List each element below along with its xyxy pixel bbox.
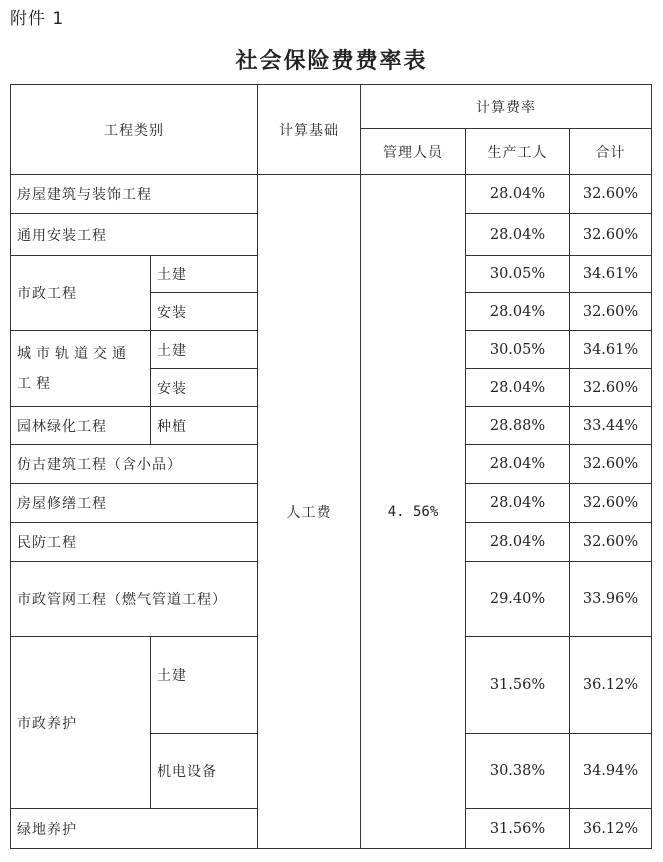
workers-rate: 28.04% (466, 369, 570, 407)
total-rate: 32.60% (570, 369, 652, 407)
total-rate: 32.60% (570, 293, 652, 331)
category-cell: 民防工程 (11, 523, 258, 562)
workers-rate: 31.56% (466, 809, 570, 849)
workers-rate: 30.05% (466, 331, 570, 369)
total-rate: 32.60% (570, 445, 652, 484)
subcategory-cell: 土建 (151, 637, 258, 734)
subcategory-cell: 土建 (151, 331, 258, 369)
header-total: 合计 (570, 129, 652, 175)
category-cell: 市政工程 (11, 256, 151, 331)
total-rate: 36.12% (570, 809, 652, 849)
subcategory-cell: 土建 (151, 256, 258, 293)
total-rate: 32.60% (570, 175, 652, 214)
workers-rate: 29.40% (466, 562, 570, 637)
attachment-label: 附件 1 (10, 9, 65, 29)
category-cell: 房屋建筑与装饰工程 (11, 175, 258, 214)
total-rate: 34.94% (570, 734, 652, 809)
workers-rate: 30.05% (466, 256, 570, 293)
total-rate: 32.60% (570, 214, 652, 256)
workers-rate: 30.38% (466, 734, 570, 809)
category-cell: 房屋修缮工程 (11, 484, 258, 523)
total-rate: 33.96% (570, 562, 652, 637)
subcategory-cell: 种植 (151, 407, 258, 445)
category-cell: 市政养护 (11, 637, 151, 809)
workers-rate: 28.04% (466, 175, 570, 214)
base-value: 人工费 (258, 175, 361, 849)
subcategory-cell: 机电设备 (151, 734, 258, 809)
category-cell: 绿地养护 (11, 809, 258, 849)
category-cell: 园林绿化工程 (11, 407, 151, 445)
workers-rate: 28.04% (466, 293, 570, 331)
total-rate: 33.44% (570, 407, 652, 445)
category-cell: 通用安装工程 (11, 214, 258, 256)
total-rate: 36.12% (570, 637, 652, 734)
header-base: 计算基础 (258, 85, 361, 175)
workers-rate: 28.04% (466, 484, 570, 523)
total-rate: 32.60% (570, 523, 652, 562)
header-management: 管理人员 (361, 129, 466, 175)
category-cell: 市政管网工程（燃气管道工程） (11, 562, 258, 637)
workers-rate: 28.88% (466, 407, 570, 445)
category-cell: 仿古建筑工程（含小品） (11, 445, 258, 484)
rate-table (10, 84, 652, 849)
header-workers: 生产工人 (466, 129, 570, 175)
workers-rate: 28.04% (466, 214, 570, 256)
total-rate: 32.60% (570, 484, 652, 523)
workers-rate: 31.56% (466, 637, 570, 734)
total-rate: 34.61% (570, 256, 652, 293)
header-category: 工程类别 (11, 85, 258, 175)
workers-rate: 28.04% (466, 523, 570, 562)
total-rate: 34.61% (570, 331, 652, 369)
subcategory-cell: 安装 (151, 369, 258, 407)
page-title: 社会保险费费率表 (235, 49, 428, 74)
subcategory-cell: 安装 (151, 293, 258, 331)
header-rate-group: 计算费率 (361, 85, 652, 129)
workers-rate: 28.04% (466, 445, 570, 484)
management-rate: 4. 56% (361, 175, 466, 849)
category-cell: 城市轨道交通工程 (11, 331, 151, 407)
